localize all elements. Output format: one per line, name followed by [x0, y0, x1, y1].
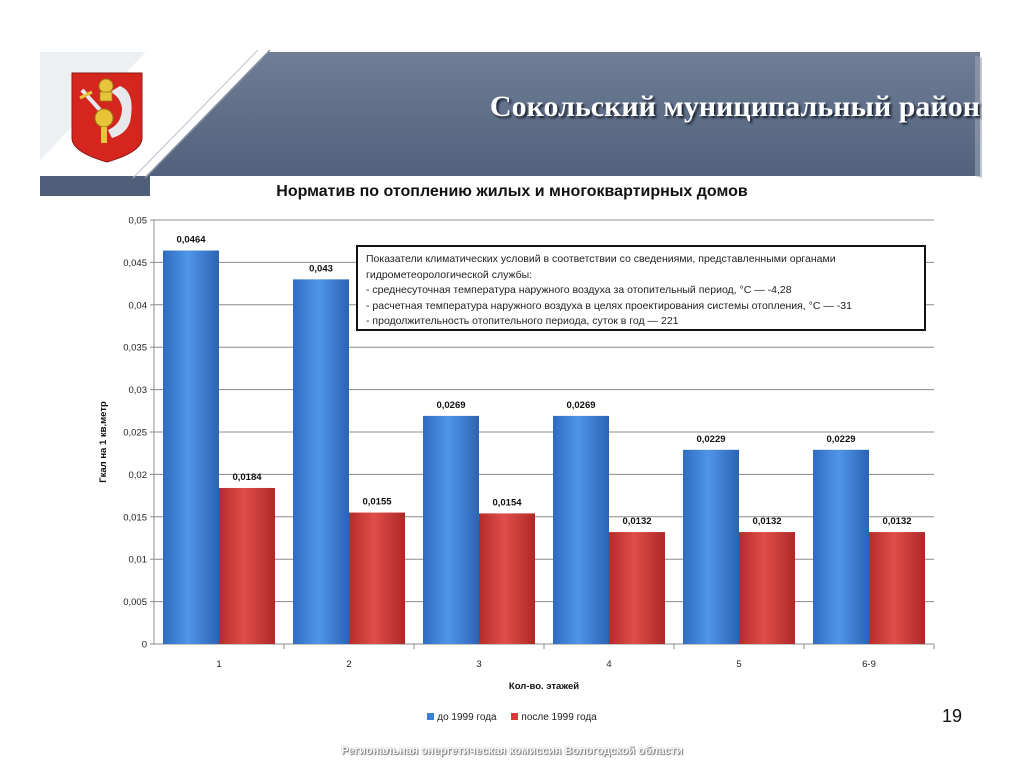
y-tick-label: 0,005	[123, 597, 147, 609]
legend-label: после 1999 года	[521, 712, 597, 723]
x-tick-label: 1	[216, 659, 222, 670]
y-tick-label: 0,01	[128, 554, 147, 566]
legend-swatch-red	[511, 713, 518, 720]
bar-after-1999	[609, 532, 665, 644]
legend-swatch-blue	[427, 713, 434, 720]
bar-before-1999	[553, 416, 609, 644]
page-title: Сокольский муниципальный район	[489, 90, 980, 123]
data-label: 0,0154	[492, 497, 522, 509]
x-tick-label: 3	[476, 659, 482, 670]
info-line: Показатели климатических условий в соответствии со сведениями, представленными органами	[366, 253, 836, 265]
info-line: - расчетная температура наружного воздуха в целях проектирования системы отопления, °С — -31	[366, 299, 852, 312]
chart-title: Норматив по отоплению жилых и многоквартирных домов	[276, 183, 748, 200]
bar-before-1999	[813, 450, 869, 644]
bar-after-1999	[349, 513, 405, 644]
bar-before-1999	[683, 450, 739, 644]
data-label: 0,0269	[566, 399, 596, 411]
climate-info-box	[356, 245, 926, 331]
bar-before-1999	[163, 251, 219, 644]
x-tick-label: 4	[606, 659, 612, 670]
y-axis-title: Гкал на 1 кв.метр	[98, 401, 109, 483]
y-tick-label: 0,04	[128, 300, 147, 312]
x-tick-label: 2	[346, 659, 352, 670]
y-tick-label: 0,015	[123, 512, 147, 524]
data-label: 0,0184	[232, 471, 262, 483]
bar-after-1999	[869, 532, 925, 644]
x-tick-label: 5	[736, 659, 742, 670]
data-label: 0,0155	[362, 496, 392, 508]
info-line: - продолжительность отопительного периода, суток в год — 221	[366, 315, 679, 327]
x-axis-title: Кол-во. этажей	[508, 681, 580, 692]
data-label: 0,0229	[696, 433, 726, 445]
bar-before-1999	[293, 279, 349, 644]
y-tick-label: 0,035	[123, 342, 147, 354]
bar-after-1999	[479, 513, 535, 644]
legend-item	[427, 712, 496, 723]
chart-legend	[0, 712, 1024, 723]
bar-after-1999	[219, 488, 275, 644]
bar-after-1999	[739, 532, 795, 644]
bar-before-1999	[423, 416, 479, 644]
footer-text: Региональная энергетическая комиссия Вологодской области	[341, 745, 683, 757]
data-label: 0,0132	[882, 516, 912, 528]
y-tick-label: 0,045	[123, 257, 147, 269]
legend-item	[511, 712, 596, 723]
page-number: 19	[941, 706, 962, 726]
x-tick-label: 6-9	[862, 659, 876, 670]
y-tick-label: 0,02	[128, 469, 147, 481]
info-line: гидрометеорологической службы:	[366, 268, 533, 281]
data-label: 0,0132	[752, 516, 782, 528]
data-label: 0,0269	[436, 399, 466, 411]
y-tick-label: 0	[141, 639, 147, 651]
info-line: - среднесуточная температура наружного воздуха за отопительный период, °С — -4,28	[366, 284, 792, 296]
data-label: 0,0132	[622, 516, 652, 528]
data-label: 0,0229	[826, 433, 856, 445]
y-tick-label: 0,03	[128, 385, 147, 397]
data-label: 0,0464	[176, 234, 206, 246]
legend-label: до 1999 года	[437, 712, 497, 723]
y-tick-label: 0,025	[123, 427, 147, 439]
y-tick-label: 0,05	[128, 215, 147, 227]
data-label: 0,043	[309, 263, 333, 275]
